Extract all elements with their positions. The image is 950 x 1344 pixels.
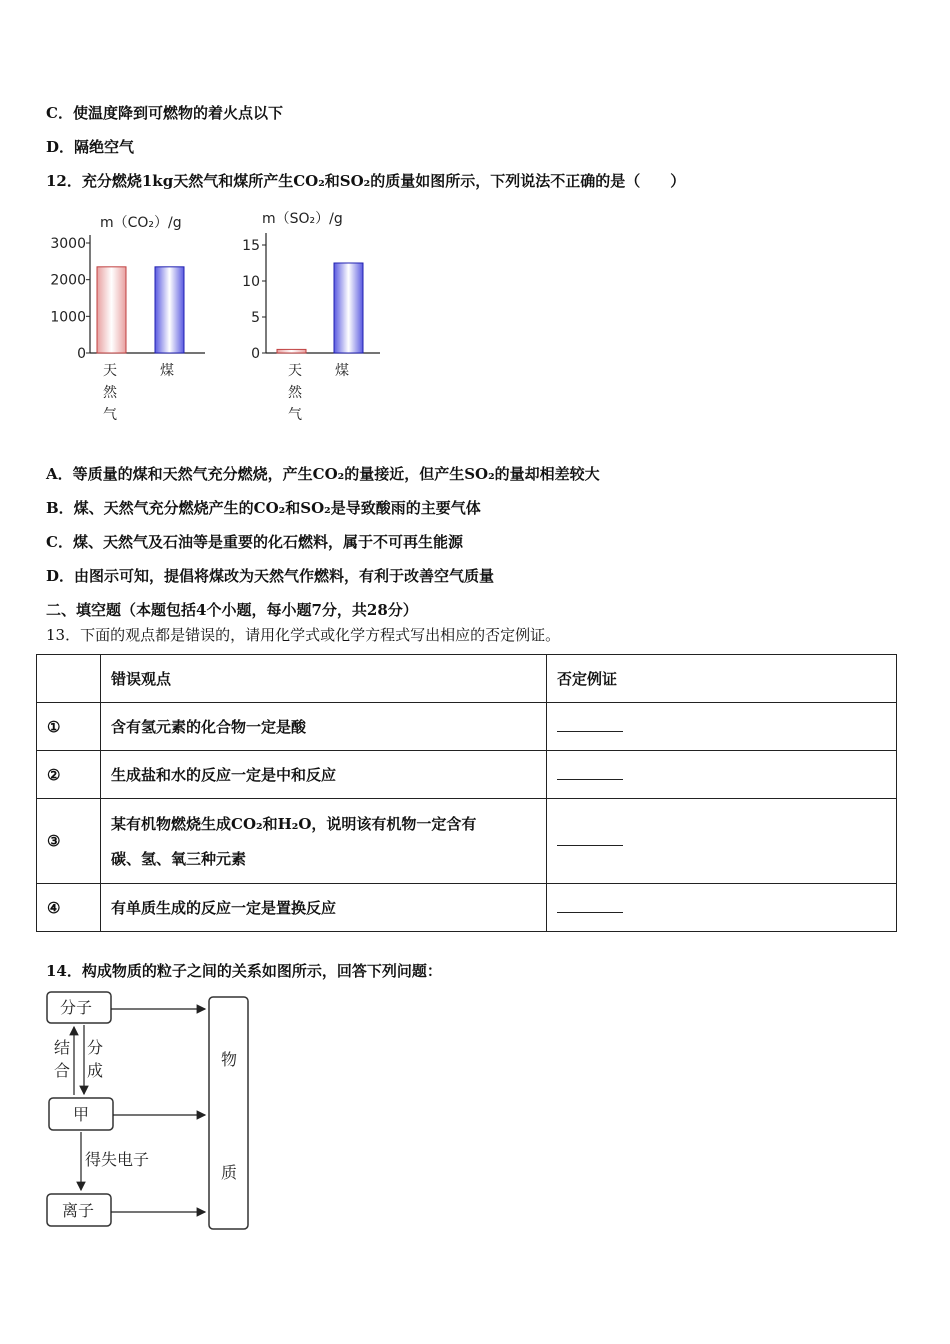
y-tick-label: 0 (77, 346, 86, 362)
bar (155, 267, 184, 353)
q12-option-b: B．煤、天然气充分燃烧产生的CO₂和SO₂是导致酸雨的主要气体 (46, 499, 481, 517)
q12-option-c: C．煤、天然气及石油等是重要的化石燃料，属于不可再生能源 (46, 533, 463, 551)
row-view-line1: 某有机物燃烧生成CO₂和H₂O，说明该有机物一定含有 (111, 815, 477, 833)
matter-label-2: 质 (221, 1163, 238, 1182)
answer-blank[interactable] (547, 751, 897, 799)
answer-blank[interactable] (547, 703, 897, 751)
y-tick-label: 0 (251, 346, 260, 362)
bar-rect-1 (334, 263, 363, 353)
row-num: ② (37, 751, 101, 799)
bar (334, 263, 363, 353)
particle-diagram (40, 985, 270, 1240)
answer-blank[interactable] (547, 799, 897, 884)
molecule-label: 分子 (60, 998, 93, 1017)
q12-option-d: D．由图示可知，提倡将煤改为天然气作燃料，有利于改善空气质量 (46, 567, 495, 585)
x-category-label: 然 (288, 385, 302, 401)
row-view: 生成盐和水的反应一定是中和反应 (101, 751, 547, 799)
x-category-label: 气 (103, 407, 117, 423)
x-category-label: 天 (103, 363, 117, 379)
table-row (37, 703, 897, 751)
jia-label: 甲 (73, 1105, 90, 1124)
q13-table (36, 654, 897, 932)
q13-header-row (37, 655, 897, 703)
q13-header-num (37, 655, 101, 703)
y-tick-label: 10 (242, 274, 260, 290)
x-category-label: 煤 (160, 363, 174, 379)
y-tick-label: 15 (242, 238, 260, 254)
combine-label-2: 合 (54, 1061, 71, 1080)
table-row (37, 884, 897, 932)
q14-stem: 14．构成物质的粒子之间的关系如图所示，回答下列问题： (46, 962, 442, 980)
x-category-label: 煤 (335, 363, 349, 379)
y-tick-label: 2000 (50, 272, 86, 289)
so2-chart (240, 205, 390, 430)
y-tick-label: 1000 (50, 309, 86, 326)
y-tick-label: 3000 (50, 236, 86, 252)
row-view (101, 799, 547, 884)
row-view-line2: 碳、氢、氧三种元素 (111, 850, 247, 868)
split-label-1: 分 (87, 1038, 104, 1057)
q12-option-a: A．等质量的煤和天然气充分燃烧，产生CO₂的量接近，但产生SO₂的量却相差较大 (46, 465, 600, 483)
bar-rect-0 (277, 349, 306, 353)
row-num: ④ (37, 884, 101, 932)
bar-rect-0 (97, 267, 126, 353)
q13-header-proof: 否定例证 (547, 655, 897, 703)
table-row (37, 751, 897, 799)
row-num: ① (37, 703, 101, 751)
q13-header-view: 错误观点 (101, 655, 547, 703)
table-row (37, 799, 897, 884)
x-category-label: 气 (288, 407, 302, 423)
answer-blank[interactable] (547, 884, 897, 932)
electron-label: 得失电子 (85, 1150, 150, 1169)
y-tick-label: 5 (251, 310, 260, 326)
bar (97, 267, 126, 353)
q12-stem: 12．充分燃烧1kg天然气和煤所产生CO₂和SO₂的质量如图所示，下列说法不正确的是（ ） (46, 172, 686, 190)
combine-label-1: 结 (54, 1038, 71, 1057)
x-category-label: 然 (103, 385, 117, 401)
matter-label-1: 物 (221, 1050, 238, 1069)
so2-ylabel: m（SO₂）/g (262, 211, 343, 227)
row-num: ③ (37, 799, 101, 884)
bar (277, 349, 306, 353)
q11-option-d: D．隔绝空气 (46, 138, 135, 156)
co2-chart (40, 205, 215, 430)
section2-title: 二、填空题（本题包括4个小题，每小题7分，共28分） (46, 601, 418, 619)
row-view: 有单质生成的反应一定是置换反应 (101, 884, 547, 932)
x-category-label: 天 (288, 363, 302, 379)
q13-stem: 13．下面的观点都是错误的，请用化学式或化学方程式写出相应的否定例证。 (46, 626, 561, 644)
co2-ylabel: m（CO₂）/g (100, 215, 182, 231)
ion-label: 离子 (62, 1201, 95, 1220)
bar-rect-1 (155, 267, 184, 353)
row-view: 含有氢元素的化合物一定是酸 (101, 703, 547, 751)
q11-option-c: C．使温度降到可燃物的着火点以下 (46, 104, 283, 122)
split-label-2: 成 (87, 1061, 104, 1080)
matter-box (209, 997, 248, 1229)
